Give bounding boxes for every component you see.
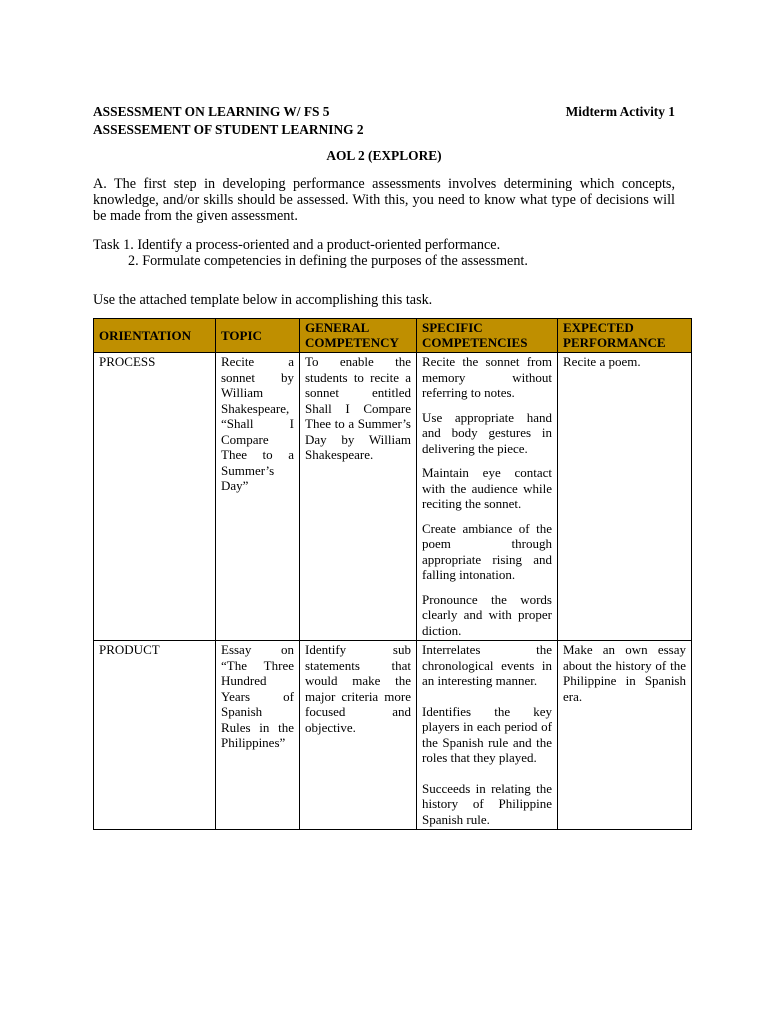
task-2: 2. Formulate competencies in defining the purposes of the assessment. [128, 253, 528, 269]
expected-performance-cell: Recite a poem. [558, 353, 692, 641]
header-topic: TOPIC [216, 319, 300, 353]
header-general-competency: GENERAL COMPETENCY [300, 319, 417, 353]
table-header-row [94, 319, 692, 353]
specific-competency-item: Identifies the key players in each period of the Spanish rule and the roles that they played. [422, 703, 552, 765]
assessment-table [93, 318, 692, 830]
header-orientation: ORIENTATION [94, 319, 216, 353]
header-expected-performance: EXPECTED PERFORMANCE [558, 319, 692, 353]
document-title: AOL 2 (EXPLORE) [326, 148, 442, 163]
orientation-cell: PRODUCT [94, 641, 216, 830]
activity-label: Midterm Activity 1 [565, 104, 675, 119]
orientation-cell: PROCESS [94, 353, 216, 641]
topic-cell: Recite a sonnet by William Shakespeare, “Shall I Compare Thee to a Summer’s Day” [216, 353, 300, 641]
header-specific-competencies: SPECIFIC COMPETENCIES [417, 319, 558, 353]
general-competency-cell: To enable the students to recite a sonnet entitled Shall I Compare Thee to a Summer’s Day by William Shakespeare. [300, 353, 417, 641]
table-row [94, 353, 692, 641]
intro-paragraph: A. The first step in developing performance assessments involves determining which concepts, knowledge, and/or skills should be assessed. With this, you need to know what type of decisions will be made from the given assessment. [93, 176, 675, 224]
expected-performance-cell: Make an own essay about the history of the Philippine in Spanish era. [558, 641, 692, 830]
task-list [93, 237, 675, 269]
table-row [94, 641, 692, 830]
specific-competency-item: Pronounce the words clearly and with proper diction. [422, 591, 552, 638]
specific-competency-item: Use appropriate hand and body gestures in delivering the piece. [422, 409, 552, 456]
specific-competencies-cell [417, 641, 558, 830]
general-competency-cell: Identify sub statements that would make the major criteria more focused and objective. [300, 641, 417, 830]
topic-cell: Essay on “The Three Hundred Years of Spanish Rules in the Philippines” [216, 641, 300, 830]
header-row [93, 103, 675, 120]
course-title: ASSESSMENT ON LEARNING W/ FS 5 [93, 104, 330, 119]
task-1: Task 1. Identify a process-oriented and a product-oriented performance. [93, 237, 501, 253]
specific-competency-item: Create ambiance of the poem through appropriate rising and falling intonation. [422, 520, 552, 582]
course-subtitle: ASSESSEMENT OF STUDENT LEARNING 2 [93, 122, 364, 137]
specific-competency-item: Interrelates the chronological events in an interesting manner. [422, 642, 552, 688]
specific-competency-item: Succeeds in relating the history of Philippine Spanish rule. [422, 780, 552, 827]
specific-competency-item: Maintain eye contact with the audience while reciting the sonnet. [422, 465, 552, 511]
instruction-text: Use the attached template below in accomplishing this task. [93, 292, 433, 308]
specific-competency-item: Recite the sonnet from memory without referring to notes. [422, 354, 552, 400]
specific-competencies-cell [417, 353, 558, 641]
